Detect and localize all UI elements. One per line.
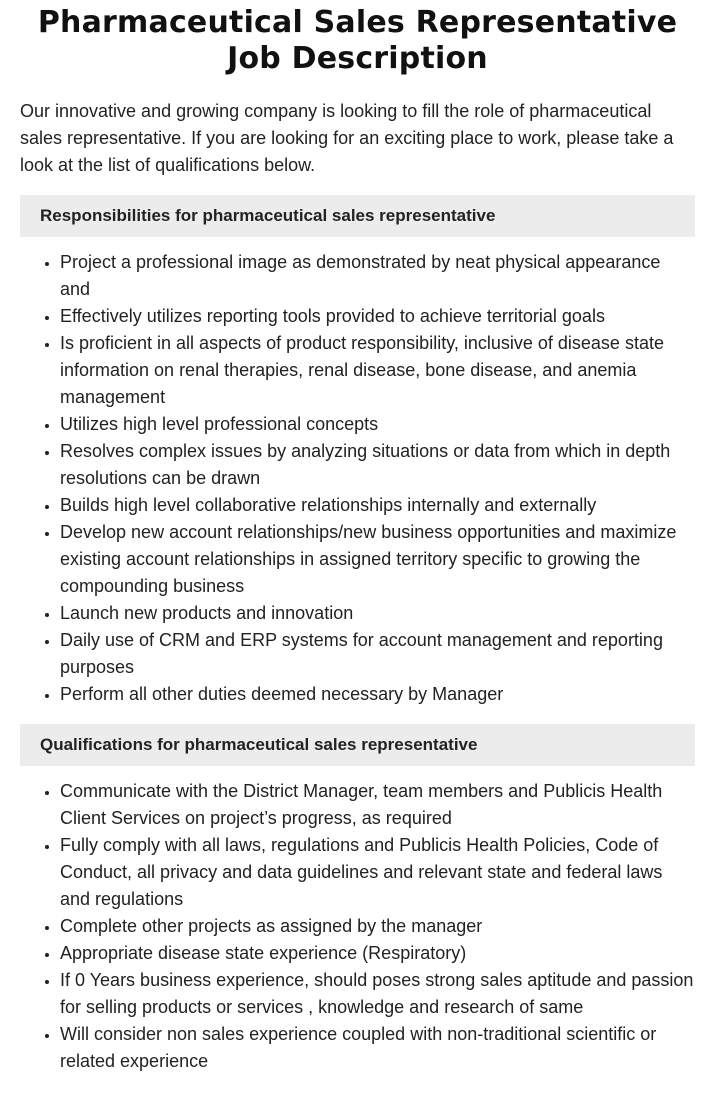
list-item: • Appropriate disease state experience (Respiratory) <box>60 940 695 967</box>
list-item: • If 0 Years business experience, should poses strong sales aptitude and passion for selling products or services , knowledge and research of same <box>60 967 695 1021</box>
list-item: • Communicate with the District Manager, team members and Publicis Health Client Services on project’s progress, as required <box>60 778 695 832</box>
list-item: • Daily use of CRM and ERP systems for account management and reporting purposes <box>60 627 695 681</box>
list-item: • Develop new account relationships/new business opportunities and maximize existing account relationships in assigned territory specific to growing the compounding business <box>60 519 695 600</box>
list-item: • Fully comply with all laws, regulations and Publicis Health Policies, Code of Conduct, all privacy and data guidelines and relevant state and federal laws and regulations <box>60 832 695 913</box>
list-item: • Builds high level collaborative relationships internally and externally <box>60 492 695 519</box>
list-item: • Perform all other duties deemed necessary by Manager <box>60 681 695 708</box>
list-item: • Effectively utilizes reporting tools provided to achieve territorial goals <box>60 303 695 330</box>
list-item: • Is proficient in all aspects of product responsibility, inclusive of disease state information on renal therapies, renal disease, bone disease, and anemia management <box>60 330 695 411</box>
list-item: • Will consider non sales experience coupled with non-traditional scientific or related experience <box>60 1021 695 1075</box>
list-item: • Launch new products and innovation <box>60 600 695 627</box>
list-item: • Project a professional image as demonstrated by neat physical appearance and <box>60 249 695 303</box>
responsibilities-list <box>20 249 695 708</box>
qualifications-list <box>20 778 695 1075</box>
list-item: • Utilizes high level professional concepts <box>60 411 695 438</box>
qualifications-heading: Qualifications for pharmaceutical sales representative <box>20 724 695 766</box>
list-item: • Complete other projects as assigned by the manager <box>60 913 695 940</box>
list-item: • Resolves complex issues by analyzing situations or data from which in depth resolutions can be drawn <box>60 438 695 492</box>
responsibilities-heading: Responsibilities for pharmaceutical sales representative <box>20 195 695 237</box>
page-title: Pharmaceutical Sales Representative Job Description <box>37 5 678 76</box>
intro-paragraph: Our innovative and growing company is looking to fill the role of pharmaceutical sales representative. If you are looking for an exciting place to work, please take a look at the list of qualifications below. <box>20 101 674 175</box>
